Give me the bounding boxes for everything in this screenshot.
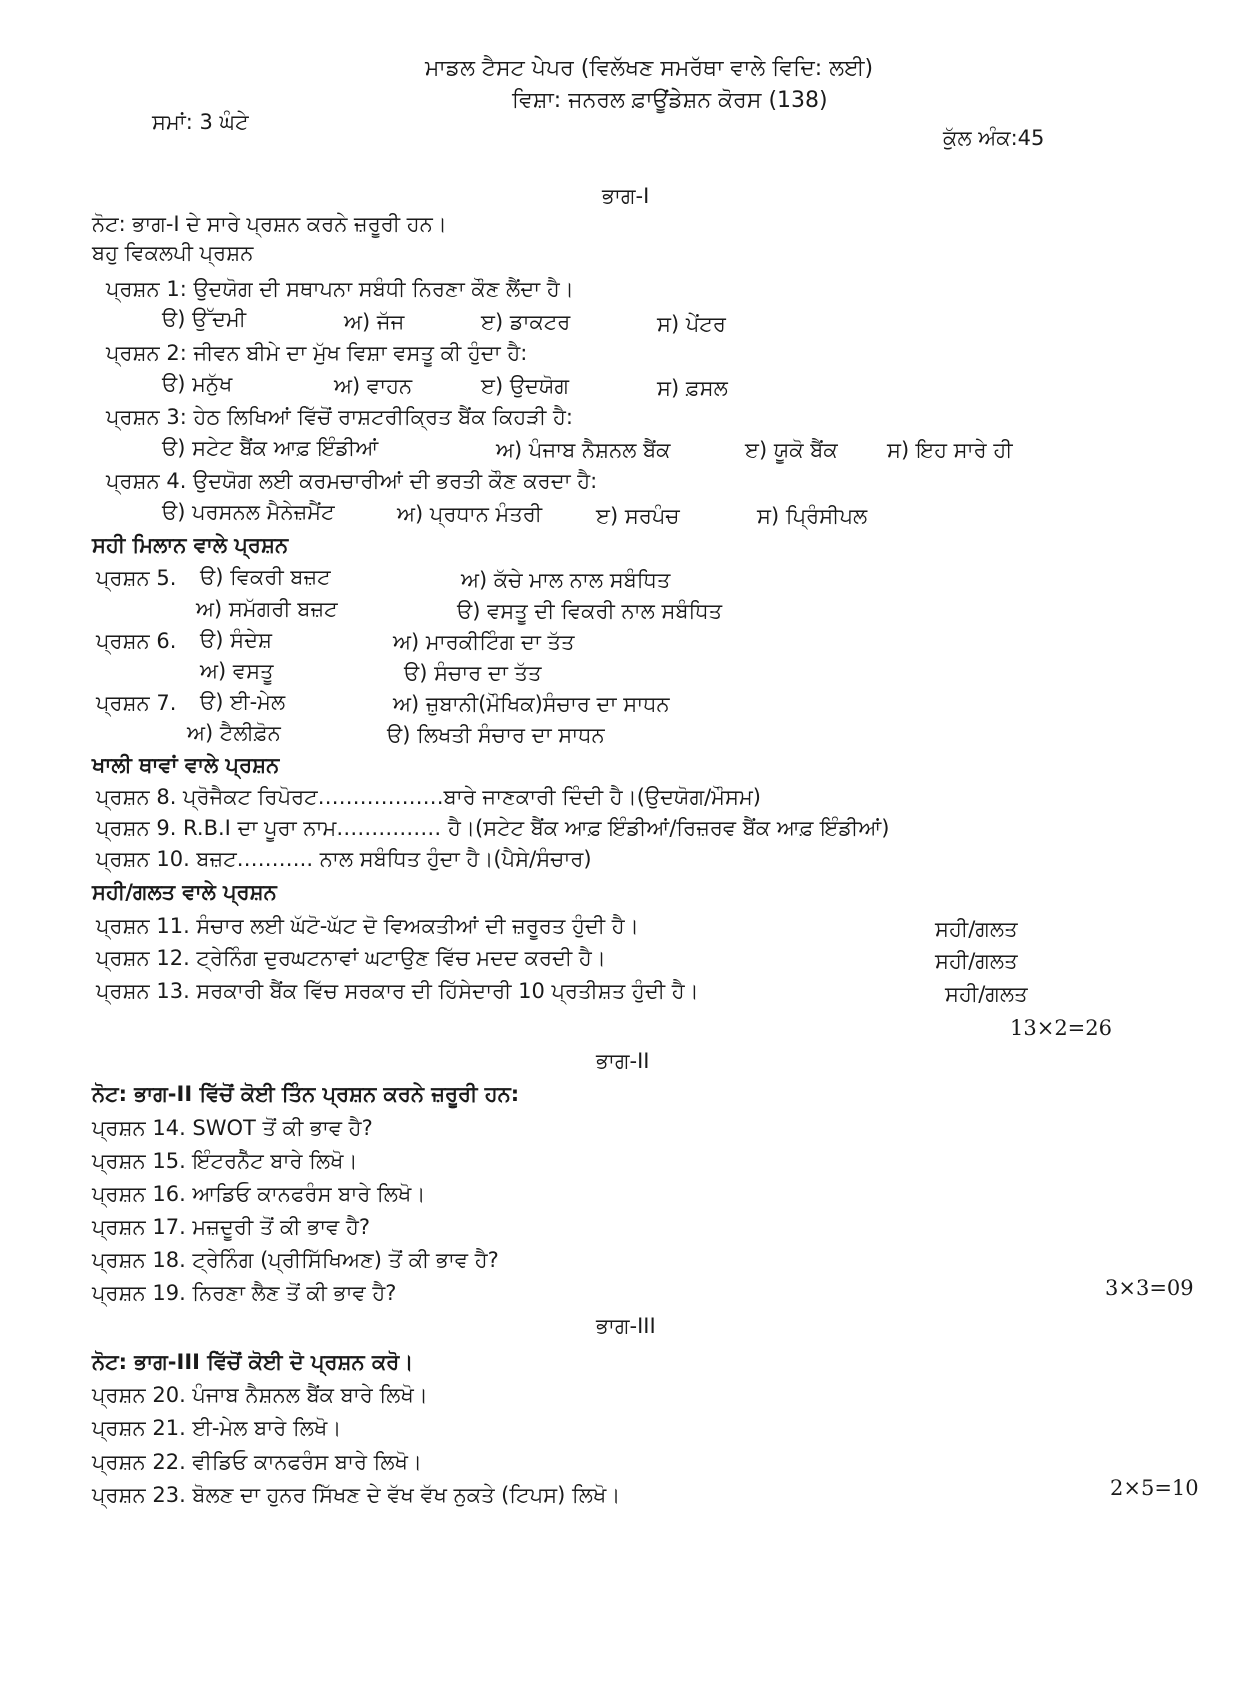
mcq-question: ਪ੍ਰਸ਼ਨ 3: ਹੇਠ ਲਿਖਿਆਂ ਵਿੱਚੋਂ ਰਾਸ਼ਟਰੀਕ੍ਰਿਤ ਬੈਂਕ ਕਿਹੜੀ ਹੈ: (106, 405, 573, 429)
match-left: ਅ) ਟੈਲੀਫ਼ੋਨ (187, 721, 281, 745)
tf-question: ਪ੍ਰਸ਼ਨ 12. ਟ੍ਰੇਨਿੰਗ ਦੁਰਘਟਨਾਵਾਂ ਘਟਾਉਣ ਵਿੱਚ ਮਦਦ ਕਰਦੀ ਹੈ। (96, 946, 606, 970)
match-left: ੳ) ਸੰਦੇਸ਼ (200, 628, 272, 652)
paper-subject: ਵਿਸ਼ਾ: ਜਨਰਲ ਫ਼ਾਊਂਡੇਸ਼ਨ ਕੋਰਸ (138) (512, 88, 828, 113)
mcq-question: ਪ੍ਰਸ਼ਨ 2: ਜੀਵਨ ਬੀਮੇ ਦਾ ਮੁੱਖ ਵਿਸ਼ਾ ਵਸਤੂ ਕੀ ਹੁੰਦਾ ਹੈ: (106, 341, 528, 365)
match-question: ਪ੍ਰਸ਼ਨ 7. (96, 691, 177, 715)
mcq-option: ਅ) ਵਾਹਨ (334, 374, 413, 398)
match-right: ੳ) ਸੰਚਾਰ ਦਾ ਤੱਤ (404, 661, 542, 685)
match-heading: ਸਹੀ ਮਿਲਾਨ ਵਾਲੇ ਪ੍ਰਸ਼ਨ (92, 533, 289, 557)
mcq-option: ਅ) ਪ੍ਰਧਾਨ ਮੰਤਰੀ (397, 502, 543, 526)
match-left: ੳ) ਈ-ਮੇਲ (200, 690, 286, 714)
tf-answer: ਸਹੀ/ਗਲਤ (945, 982, 1028, 1006)
match-left: ਅ) ਸਮੱਗਰੀ ਬਜ਼ਟ (196, 597, 338, 621)
blank-question: ਪ੍ਰਸ਼ਨ 9. R.B.I ਦਾ ਪੂਰਾ ਨਾਮ…………… ਹੈ।(ਸਟੇਟ ਬੈਂਕ ਆਫ਼ ਇੰਡੀਆਂ/ਰਿਜ਼ਰਵ ਬੈਂਕ ਆਫ਼ ਇੰਡੀਆਂ) (96, 816, 890, 840)
mcq-option: ੳ) ਮਨੁੱਖ (162, 372, 233, 396)
match-question: ਪ੍ਰਸ਼ਨ 6. (96, 629, 177, 653)
mcq-option: ੲ) ਡਾਕਟਰ (481, 310, 571, 334)
part3-question: ਪ੍ਰਸ਼ਨ 22. ਵੀਡਿਓ ਕਾਨਫਰੰਸ ਬਾਰੇ ਲਿਖੋ। (92, 1450, 423, 1474)
mcq-option: ਅ) ਜੱਜ (344, 310, 405, 334)
part3-question: ਪ੍ਰਸ਼ਨ 20. ਪੰਜਾਬ ਨੈਸ਼ਨਲ ਬੈਂਕ ਬਾਰੇ ਲਿਖੋ। (92, 1383, 428, 1407)
part2-question: ਪ੍ਰਸ਼ਨ 19. ਨਿਰਣਾ ਲੈਣ ਤੋਂ ਕੀ ਭਾਵ ਹੈ? (92, 1281, 397, 1305)
mcq-option: ੲ) ਸਰਪੰਚ (596, 504, 680, 528)
part2-note: ਨੋਟ: ਭਾਗ-II ਵਿੱਚੋਂ ਕੋਈ ਤਿੰਨ ਪ੍ਰਸ਼ਨ ਕਰਨੇ ਜ਼ਰੂਰੀ ਹਨ: (92, 1082, 520, 1106)
blank-question: ਪ੍ਰਸ਼ਨ 8. ਪ੍ਰੋਜੈਕਟ ਰਿਪੋਰਟ………………ਬਾਰੇ ਜਾਣਕਾਰੀ ਦਿੰਦੀ ਹੈ।(ਉਦਯੋਗ/ਮੌਸਮ) (96, 785, 761, 809)
match-left: ੳ) ਵਿਕਰੀ ਬਜ਼ਟ (200, 565, 331, 589)
part2-question: ਪ੍ਰਸ਼ਨ 16. ਆਡਿਓ ਕਾਨਫਰੰਸ ਬਾਰੇ ਲਿਖੋ। (92, 1182, 426, 1206)
mcq-question: ਪ੍ਰਸ਼ਨ 4. ਉਦਯੋਗ ਲਈ ਕਰਮਚਾਰੀਆਂ ਦੀ ਭਰਤੀ ਕੌਣ ਕਰਦਾ ਹੈ: (106, 469, 598, 493)
match-right: ਅ) ਜ਼ੁਬਾਨੀ(ਮੌਖਿਕ)ਸੰਚਾਰ ਦਾ ਸਾਧਨ (393, 692, 670, 716)
part1-heading: ਭਾਗ-I (602, 184, 650, 208)
part3-heading: ਭਾਗ-III (596, 1314, 656, 1338)
tf-question: ਪ੍ਰਸ਼ਨ 13. ਸਰਕਾਰੀ ਬੈਂਕ ਵਿੱਚ ਸਰਕਾਰ ਦੀ ਹਿੱਸੇਦਾਰੀ 10 ਪ੍ਰਤੀਸ਼ਤ ਹੁੰਦੀ ਹੈ। (96, 979, 699, 1003)
part3-question: ਪ੍ਰਸ਼ਨ 23. ਬੋਲਣ ਦਾ ਹੁਨਰ ਸਿੱਖਣ ਦੇ ਵੱਖ ਵੱਖ ਨੁਕਤੇ (ਟਿਪਸ) ਲਿਖੋ। (92, 1483, 621, 1507)
blank-heading: ਖਾਲੀ ਥਾਵਾਂ ਵਾਲੇ ਪ੍ਰਸ਼ਨ (92, 753, 280, 777)
tf-question: ਪ੍ਰਸ਼ਨ 11. ਸੰਚਾਰ ਲਈ ਘੱਟੋ-ਘੱਟ ਦੋ ਵਿਅਕਤੀਆਂ ਦੀ ਜ਼ਰੂਰਤ ਹੁੰਦੀ ਹੈ। (96, 914, 639, 938)
part2-question: ਪ੍ਰਸ਼ਨ 17. ਮਜ਼ਦੂਰੀ ਤੋਂ ਕੀ ਭਾਵ ਹੈ? (92, 1215, 371, 1239)
mcq-option: ੳ) ਉੱਦਮੀ (162, 307, 247, 331)
tf-heading: ਸਹੀ/ਗਲਤ ਵਾਲੇ ਪ੍ਰਸ਼ਨ (92, 880, 277, 904)
part3-marks: 2×5=10 (1110, 1476, 1199, 1500)
part3-question: ਪ੍ਰਸ਼ਨ 21. ਈ-ਮੇਲ ਬਾਰੇ ਲਿਖੋ। (92, 1416, 342, 1440)
paper-title: ਮਾਡਲ ਟੈਸਟ ਪੇਪਰ (ਵਿਲੱਖਣ ਸਮਰੱਥਾ ਵਾਲੇ ਵਿਦਿ: ਲਈ) (425, 56, 874, 81)
part1-marks: 13×2=26 (1010, 1016, 1112, 1040)
blank-question: ਪ੍ਰਸ਼ਨ 10. ਬਜ਼ਟ……….. ਨਾਲ ਸਬੰਧਿਤ ਹੁੰਦਾ ਹੈ।(ਪੈਸੇ/ਸੰਚਾਰ) (96, 847, 592, 871)
match-question: ਪ੍ਰਸ਼ਨ 5. (96, 566, 177, 590)
mcq-heading: ਬਹੁ ਵਿਕਲਪੀ ਪ੍ਰਸ਼ਨ (92, 241, 254, 265)
match-right: ੳ) ਲਿਖਤੀ ਸੰਚਾਰ ਦਾ ਸਾਧਨ (387, 723, 605, 747)
part1-note: ਨੋਟ: ਭਾਗ-I ਦੇ ਸਾਰੇ ਪ੍ਰਸ਼ਨ ਕਰਨੇ ਜ਼ਰੂਰੀ ਹਨ। (92, 212, 447, 236)
part2-question: ਪ੍ਰਸ਼ਨ 15. ਇੰਟਰਨੈੱਟ ਬਾਰੇ ਲਿਖੋ। (92, 1149, 358, 1173)
mcq-option: ੳ) ਸਟੇਟ ਬੈਂਕ ਆਫ਼ ਇੰਡੀਆਂ (162, 436, 379, 460)
mcq-option: ਸ) ਪ੍ਰਿੰਸੀਪਲ (757, 504, 868, 528)
match-right: ੳ) ਵਸਤੂ ਦੀ ਵਿਕਰੀ ਨਾਲ ਸਬੰਧਿਤ (457, 599, 723, 623)
match-right: ਅ) ਮਾਰਕੀਟਿੰਗ ਦਾ ਤੱਤ (393, 630, 575, 654)
mcq-option: ੳ) ਪਰਸਨਲ ਮੈਨੇਜ਼ਮੈਂਟ (162, 500, 335, 524)
tf-answer: ਸਹੀ/ਗਲਤ (935, 917, 1018, 941)
part3-note: ਨੋਟ: ਭਾਗ-III ਵਿੱਚੋਂ ਕੋਈ ਦੋ ਪ੍ਰਸ਼ਨ ਕਰੋ। (92, 1350, 414, 1374)
mcq-option: ਅ) ਪੰਜਾਬ ਨੈਸ਼ਨਲ ਬੈਂਕ (496, 438, 671, 462)
part2-marks: 3×3=09 (1105, 1276, 1194, 1300)
paper-total-marks: ਕੁੱਲ ਅੰਕ:45 (943, 126, 1045, 150)
mcq-option: ੲ) ਯੂਕੋ ਬੈਂਕ (745, 438, 838, 462)
mcq-option: ਸ) ਫ਼ਸਲ (657, 376, 728, 400)
match-right: ਅ) ਕੱਚੇ ਮਾਲ ਨਾਲ ਸਬੰਧਿਤ (461, 568, 671, 592)
mcq-option: ਸ) ਇਹ ਸਾਰੇ ਹੀ (887, 438, 1013, 462)
match-left: ਅ) ਵਸਤੂ (200, 659, 274, 683)
paper-time: ਸਮਾਂ: 3 ਘੰਟੇ (152, 110, 249, 134)
mcq-option: ਸ) ਪੇਂਟਰ (657, 312, 726, 336)
part2-heading: ਭਾਗ-II (596, 1049, 650, 1073)
part2-question: ਪ੍ਰਸ਼ਨ 18. ਟ੍ਰੇਨਿੰਗ (ਪ੍ਰੀਸਿੱਖਿਅਣ) ਤੋਂ ਕੀ ਭਾਵ ਹੈ? (92, 1248, 499, 1272)
mcq-option: ੲ) ਉਦਯੋਗ (481, 374, 569, 398)
tf-answer: ਸਹੀ/ਗਲਤ (935, 949, 1018, 973)
mcq-question: ਪ੍ਰਸ਼ਨ 1: ਉਦਯੋਗ ਦੀ ਸਥਾਪਨਾ ਸਬੰਧੀ ਨਿਰਣਾ ਕੌਣ ਲੈਂਦਾ ਹੈ। (106, 277, 574, 301)
part2-question: ਪ੍ਰਸ਼ਨ 14. SWOT ਤੋਂ ਕੀ ਭਾਵ ਹੈ? (92, 1116, 373, 1140)
